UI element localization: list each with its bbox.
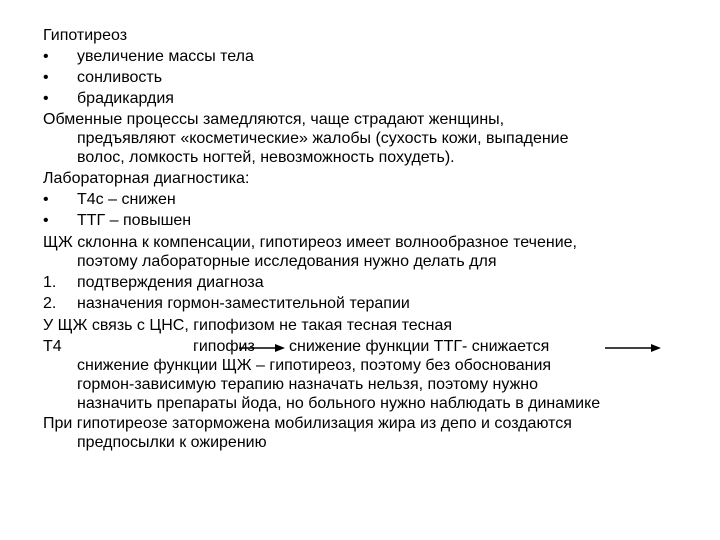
chain-tsh-decrease: снижение функции ТТГ- снижается bbox=[289, 338, 550, 355]
page-title: Гипотиреоз bbox=[43, 27, 128, 44]
symptom-item: сонливость bbox=[77, 69, 163, 86]
list-number: 2. bbox=[43, 295, 57, 312]
compensation-text: ЩЖ склонна к компенсации, гипотиреоз имеет волнообразное течение, bbox=[43, 234, 577, 251]
bullet-icon: • bbox=[43, 212, 49, 229]
list-number: 1. bbox=[43, 274, 57, 291]
link-text: У ЩЖ связь с ЦНС, гипофизом не такая тесная тесная bbox=[43, 317, 453, 334]
metabolism-text: Обменные процессы замедляются, чаще страдают женщины, bbox=[43, 111, 505, 128]
arrow-right-icon bbox=[605, 343, 661, 353]
bullet-icon: • bbox=[43, 90, 49, 107]
obesity-text: При гипотиреозе заторможена мобилизация жира из депо и создаются bbox=[43, 415, 572, 432]
symptom-item: брадикардия bbox=[77, 90, 174, 107]
purpose-item: подтверждения диагноза bbox=[77, 274, 264, 291]
arrow-right-icon bbox=[239, 343, 285, 353]
thyroid-note: назначить препараты йода, но больного нужно наблюдать в динамике bbox=[77, 395, 601, 412]
metabolism-text-cont: предъявляют «косметические» жалобы (сухость кожи, выпадение bbox=[77, 130, 569, 147]
symptom-item: увеличение массы тела bbox=[77, 48, 254, 65]
obesity-text-cont: предпосылки к ожирению bbox=[77, 434, 267, 451]
compensation-text-cont: поэтому лабораторные исследования нужно делать для bbox=[77, 253, 497, 270]
thyroid-note: снижение функции ЩЖ – гипотиреоз, поэтому без обоснования bbox=[77, 357, 552, 374]
bullet-icon: • bbox=[43, 191, 49, 208]
metabolism-text-cont: волос, ломкость ногтей, невозможность похудеть). bbox=[77, 149, 455, 166]
chain-t4: Т4 bbox=[43, 338, 62, 355]
lab-item: Т4с – снижен bbox=[77, 191, 176, 208]
lab-item: ТТГ – повышен bbox=[77, 212, 192, 229]
thyroid-note: гормон-зависимую терапию назначать нельзя, поэтому нужно bbox=[77, 376, 538, 393]
chain-pituitary: гипофиз bbox=[193, 338, 255, 355]
lab-heading: Лабораторная диагностика: bbox=[43, 170, 250, 187]
bullet-icon: • bbox=[43, 69, 49, 86]
purpose-item: назначения гормон-заместительной терапии bbox=[77, 295, 410, 312]
bullet-icon: • bbox=[43, 48, 49, 65]
